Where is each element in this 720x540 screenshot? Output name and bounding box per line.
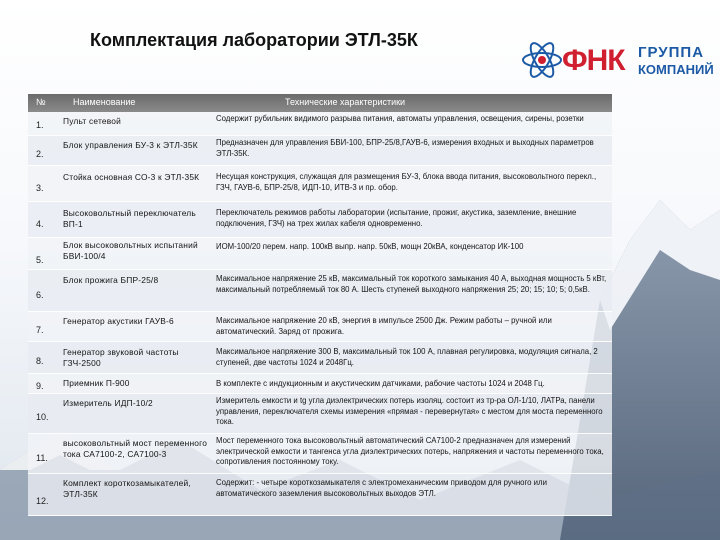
row-characteristics: Мост переменного тока высоковольтный автоматический СА7100-2 предназначен для измерений электрической емкости и тангенса угла диэлектрических потерь, напряжения и частоты переменного тока, сопротивления постоянному току. [216, 436, 604, 467]
row-name: Генератор звуковой частоты ГЗЧ-2500 [63, 347, 179, 368]
table-row [28, 238, 612, 270]
row-name: Измеритель ИДП-10/2 [63, 398, 153, 408]
row-characteristics: Содержит рубильник видимого разрыва питания, автоматы управления, освещения, сирены, розетки [216, 114, 584, 123]
table-row [28, 374, 612, 394]
row-characteristics: Максимальное напряжение 300 В, максимальный ток 100 А, плавная регулировка, модуляция сигнала, 2 ступеней, две частоты 1024 и 2048Гц. [216, 347, 598, 367]
table-row [28, 166, 612, 202]
row-name: Приемник П-900 [63, 378, 130, 388]
table-row [28, 202, 612, 238]
logo-group-text: ГРУППА [638, 44, 705, 61]
table-row [28, 474, 612, 516]
row-characteristics: Содержит: - четыре короткозамыкателя с электромеханическим приводом для ручного или автоматического заземления высоковольтных выходов ЭТЛ. [216, 478, 547, 498]
row-characteristics: Измеритель емкости и tg угла диэлектрических потерь изоляц. состоит из тр-ра ОЛ-1/10, ЛАТРа, панели управления, переключателя схемы измерения «прямая - перевернутая» с местом для моста переменного тока. [216, 396, 603, 427]
row-name: Блок высоковольтных испытаний БВИ-100/4 [63, 240, 198, 261]
table-row [28, 312, 612, 342]
row-number: 11. [36, 453, 48, 463]
row-number: 5. [36, 255, 44, 265]
row-number: 10. [36, 412, 49, 422]
row-characteristics: Несущая конструкция, служащая для размещения БУ-3, блока ввода питания, высоковольтного перекл., ГЗЧ, ГАУВ-6, БПР-25/8, ИДП-10, ИТВ-3 и пр. обор. [216, 172, 597, 192]
row-number: 12. [36, 496, 49, 506]
row-name: Высоковольтный переключатель ВП-1 [63, 208, 196, 229]
row-characteristics: ИОМ-100/20 перем. напр. 100кВ выпр. напр. 50кВ, мощн 20кВА, конденсатор ИК-100 [216, 242, 524, 251]
row-number: 8. [36, 356, 44, 366]
row-number: 4. [36, 219, 44, 229]
company-logo [520, 38, 714, 82]
row-name: Блок прожига БПР-25/8 [63, 275, 159, 285]
atom-icon [520, 38, 564, 82]
row-number: 3. [36, 183, 44, 193]
row-characteristics: Переключатель режимов работы лаборатории (испытание, прожиг, акустика, заземление, внешние подключения, ГЗЧ) на трех жилах кабеля одновременно. [216, 208, 577, 228]
row-number: 1. [36, 120, 44, 130]
header-name: Наименование [73, 97, 136, 107]
row-name: Пульт сетевой [63, 116, 122, 126]
row-characteristics: Предназначен для управления БВИ-100, БПР-25/8,ГАУВ-6, измерения входных и выходных параметров ЭТЛ-35К. [216, 138, 594, 158]
row-number: 9. [36, 381, 44, 391]
row-name: Блок управления БУ-3 к ЭТЛ-35К [63, 140, 198, 150]
equipment-table [28, 94, 612, 536]
row-name: Комплект короткозамыкателей, ЭТЛ-35К [63, 478, 191, 499]
row-number: 6. [36, 290, 44, 300]
row-characteristics: Максимальное напряжение 25 кВ, максимальный ток короткого замыкания 40 А, выходная мощность 5 кВт, максимальный потребляемый ток 80 А. Шесть ступеней выходного напряжения 25; 20; 15; 10; 5; 0,5кВ. [216, 274, 607, 294]
row-number: 2. [36, 149, 44, 159]
table-row [28, 342, 612, 374]
table-row [28, 136, 612, 166]
header-characteristics: Технические характеристики [285, 97, 406, 107]
row-name: высоковольтный мост переменного тока СА7100-2, СА7100-3 [63, 438, 208, 459]
table-row [28, 112, 612, 136]
slide-title: Комплектация лаборатории ЭТЛ-35К [90, 30, 418, 50]
row-name: Генератор акустики ГАУВ-6 [63, 316, 174, 326]
table-row [28, 434, 612, 474]
row-characteristics: В комплекте с индукционным и акустическим датчиками, рабочие частоты 1024 и 2048 Гц. [216, 379, 545, 388]
header-number: № [36, 97, 46, 107]
logo-abbreviation: ФНК [562, 44, 625, 77]
table-row [28, 394, 612, 434]
row-name: Стойка основная СО-3 к ЭТЛ-35К [63, 172, 200, 182]
table-header [28, 94, 612, 112]
row-characteristics: Максимальное напряжение 20 кВ, энергия в импульсе 2500 Дж. Режим работы – ручной или автоматический. Заряд от прожига. [216, 316, 552, 336]
row-number: 7. [36, 325, 44, 335]
table-row [28, 270, 612, 312]
logo-companies-text: КОМПАНИЙ [638, 62, 714, 77]
